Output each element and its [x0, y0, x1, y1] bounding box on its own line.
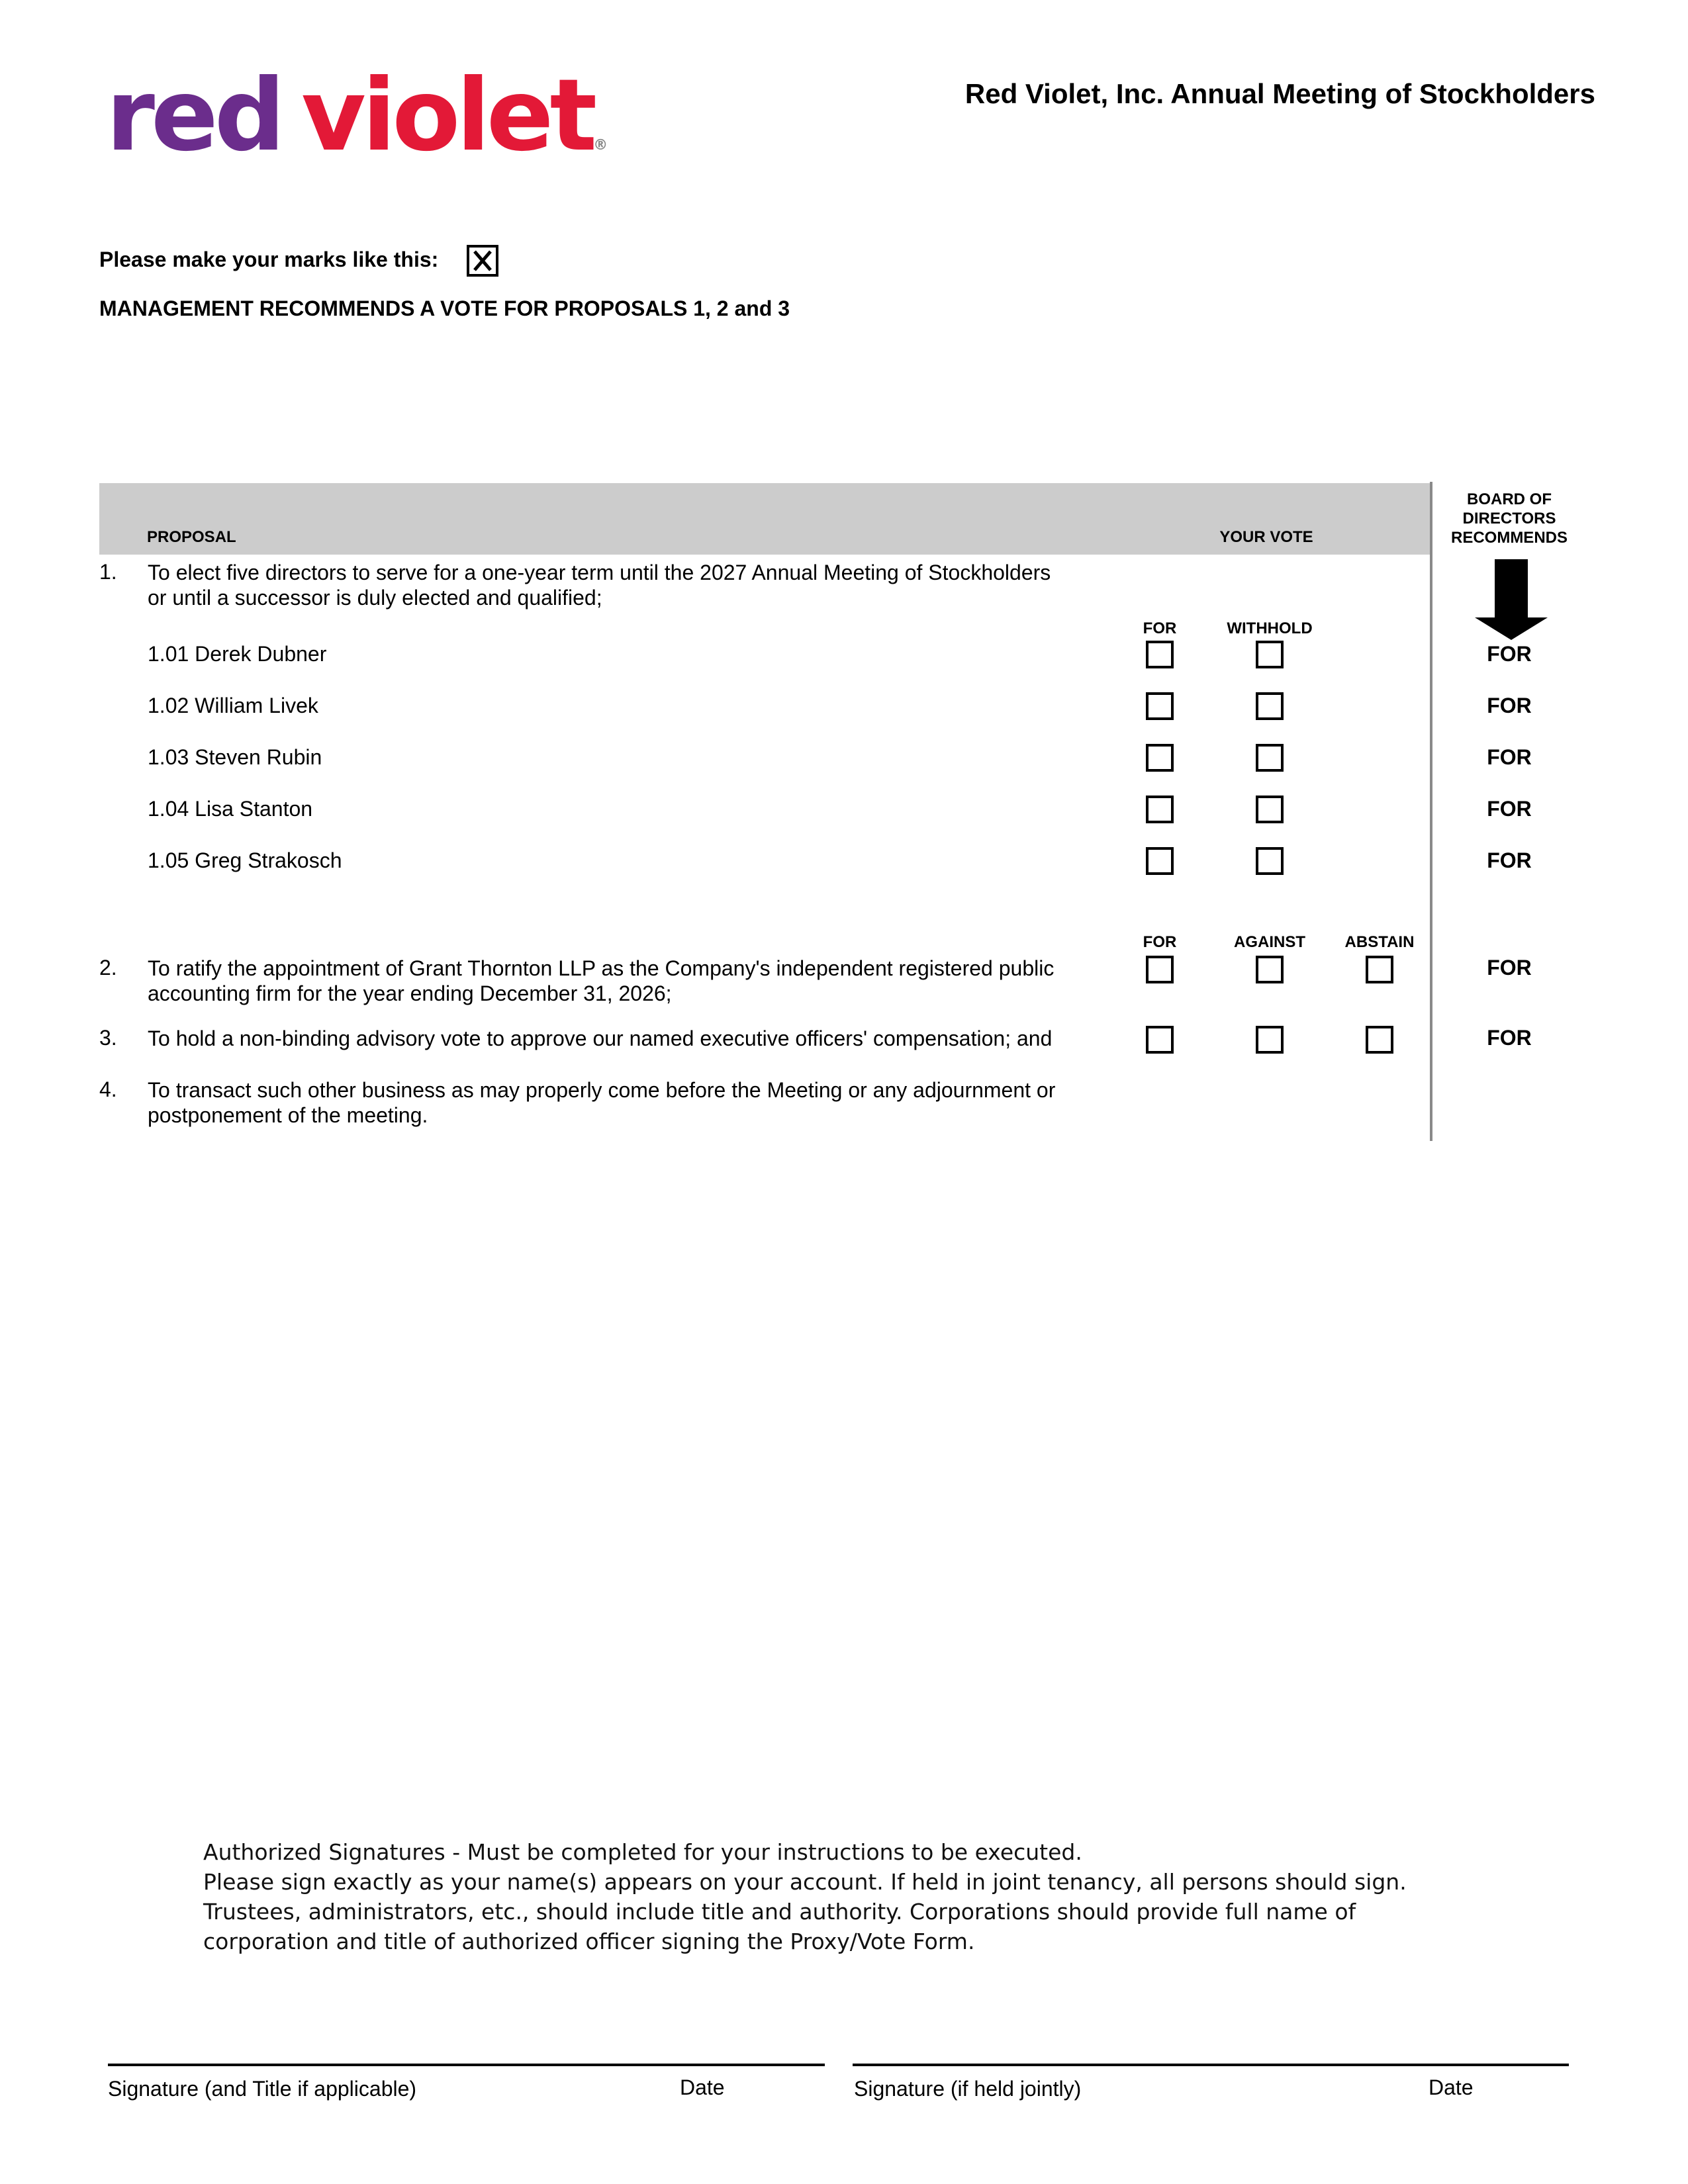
- signature-line-1[interactable]: [108, 2064, 825, 2066]
- signature-line-2[interactable]: [853, 2064, 1569, 2066]
- board-recommendation: FOR: [1487, 956, 1532, 979]
- board-recommendation: FOR: [1487, 694, 1532, 717]
- proposal-2-abstain-checkbox[interactable]: [1366, 956, 1393, 983]
- signature-1-label: Signature (and Title if applicable): [108, 2077, 417, 2101]
- nominee-name: 1.01 Derek Dubner: [148, 642, 327, 666]
- proposal-1-number: 1.: [99, 560, 117, 584]
- nominee-4-for-checkbox[interactable]: [1146, 796, 1174, 823]
- management-recommendation: MANAGEMENT RECOMMENDS A VOTE FOR PROPOSALS 1, 2 and 3: [99, 296, 790, 320]
- nominee-name: 1.04 Lisa Stanton: [148, 797, 313, 821]
- nominee-1-withhold-checkbox[interactable]: [1256, 641, 1284, 668]
- proposal-1-line: or until a successor is duly elected and qualified;: [148, 586, 602, 610]
- proposal-1-text: [148, 560, 1114, 610]
- date-1-label: Date: [680, 2075, 725, 2099]
- nominee-2-for-checkbox[interactable]: [1146, 692, 1174, 720]
- recommendation-divider: [1430, 482, 1432, 1141]
- for-column-label: FOR: [1143, 619, 1177, 637]
- signature-2-label: Signature (if held jointly): [854, 2077, 1082, 2101]
- proposal-4-line: To transact such other business as may properly come before the Meeting or any adjournment or: [148, 1078, 1056, 1102]
- marks-instruction: Please make your marks like this:: [99, 248, 439, 271]
- board-recommendation: FOR: [1487, 848, 1532, 872]
- proposal-3-against-checkbox[interactable]: [1256, 1026, 1284, 1054]
- proposal-2-number: 2.: [99, 956, 117, 979]
- arrow-down-icon: [1475, 559, 1548, 643]
- nominee-3-for-checkbox[interactable]: [1146, 744, 1174, 772]
- nominee-4-withhold-checkbox[interactable]: [1256, 796, 1284, 823]
- proposal-column-header: PROPOSAL: [147, 528, 236, 546]
- date-2-label: Date: [1429, 2075, 1474, 2099]
- nominee-3-withhold-checkbox[interactable]: [1256, 744, 1284, 772]
- abstain-column-label: ABSTAIN: [1344, 933, 1415, 951]
- nominee-1-for-checkbox[interactable]: [1146, 641, 1174, 668]
- nominee-5-withhold-checkbox[interactable]: [1256, 847, 1284, 875]
- proposal-4-line: postponement of the meeting.: [148, 1103, 428, 1127]
- logo-red-text: red: [106, 58, 282, 173]
- proposal-1-line: To elect five directors to serve for a one-year term until the 2027 Annual Meeting of Stockholders: [148, 561, 1051, 584]
- proposal-3-text: To hold a non-binding advisory vote to approve our named executive officers' compensation; and: [148, 1026, 1053, 1050]
- proposal-3-number: 3.: [99, 1026, 117, 1050]
- proposal-2-line: accounting firm for the year ending December 31, 2026;: [148, 981, 672, 1005]
- nominee-name: 1.02 William Livek: [148, 694, 318, 717]
- proposal-4-text: [148, 1077, 1114, 1128]
- nominee-name: 1.05 Greg Strakosch: [148, 848, 342, 872]
- board-header-line: DIRECTORS: [1462, 510, 1556, 527]
- your-vote-column-header: YOUR VOTE: [1219, 528, 1313, 546]
- nominee-5-for-checkbox[interactable]: [1146, 847, 1174, 875]
- board-recommendation: FOR: [1487, 745, 1532, 769]
- withhold-column-label: WITHHOLD: [1227, 619, 1313, 637]
- proposal-4-number: 4.: [99, 1077, 117, 1101]
- board-header-line: RECOMMENDS: [1450, 529, 1568, 547]
- auth-heading: Authorized Signatures - Must be completed for your instructions to be executed.: [203, 1839, 1082, 1865]
- board-recommendation: FOR: [1487, 1026, 1532, 1050]
- proposal-2-against-checkbox[interactable]: [1256, 956, 1284, 983]
- against-column-label: AGAINST: [1234, 933, 1305, 951]
- board-recommendation: FOR: [1487, 797, 1532, 821]
- board-header-line: BOARD OF: [1467, 490, 1552, 508]
- proposal-2-text: [148, 956, 1114, 1006]
- board-recommends-header: [1436, 490, 1582, 547]
- proposal-2-for-checkbox[interactable]: [1146, 956, 1174, 983]
- auth-body: Please sign exactly as your name(s) appears on your account. If held in joint tenancy, all persons should sign. Trustees, administrators, etc., should include title and authority. Corporations should provide full name of corporation and title of authorized officer signing the Proxy/Vote Form.: [203, 1869, 1407, 1954]
- board-recommendation: FOR: [1487, 642, 1532, 666]
- nominee-2-withhold-checkbox[interactable]: [1256, 692, 1284, 720]
- for-column-label: FOR: [1143, 933, 1177, 951]
- proposal-2-line: To ratify the appointment of Grant Thornton LLP as the Company's independent registered public: [148, 956, 1055, 980]
- authorized-signatures-notice: [203, 1837, 1474, 1956]
- x-mark-icon: [467, 245, 498, 277]
- proposal-3-abstain-checkbox[interactable]: [1366, 1026, 1393, 1054]
- meeting-title: Red Violet, Inc. Annual Meeting of Stockholders: [964, 78, 1595, 109]
- logo-registered-mark: ®: [593, 137, 608, 154]
- company-logo: [106, 58, 608, 173]
- logo-violet-text: violet: [301, 58, 594, 173]
- proposal-3-for-checkbox[interactable]: [1146, 1026, 1174, 1054]
- nominee-name: 1.03 Steven Rubin: [148, 745, 322, 769]
